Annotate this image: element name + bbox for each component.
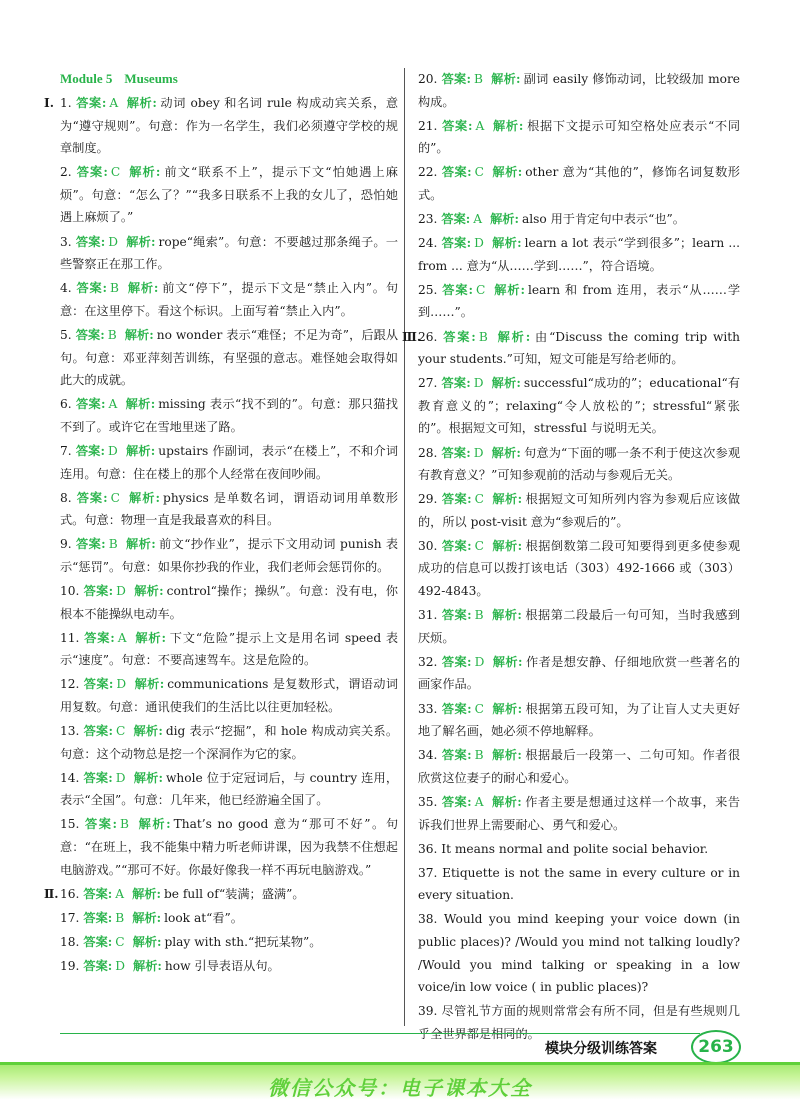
answer-item-23: 23. 答案: A 解析: also 用于肯定句中表示“也”。 bbox=[418, 212, 685, 227]
section-mark-3: Ⅲ. bbox=[402, 329, 422, 344]
answer-item-29: 29. 答案: C 解析: 根据短文可知所列内容为参观后应该做的，所以 post-visit 意为“参观后的”。 bbox=[418, 492, 741, 529]
answer-item-38: 38. Would you mind keeping your voice down (in public places)? /Would you mind not talking loudly? /Would you mind talking or speaking in a low voice/in low voice ( in public places)? bbox=[418, 912, 740, 995]
answer-item-21: 21. 答案: A 解析: 根据下文提示可知空格处应表示“不同的”。 bbox=[418, 118, 741, 156]
answer-item-35: 35. 答案: A 解析: 作者主要是想通过这样一个故事，来告诉我们世界上需要耐心、勇气和爱心。 bbox=[418, 794, 741, 832]
answer-item-19: 19. 答案: D 解析: how 引导表语从句。 bbox=[60, 958, 280, 973]
answer-item-8: 8. 答案: C 解析: physics 是单数名词，谓语动词用单数形式。句意：物理一直是我最喜欢的科目。 bbox=[60, 490, 398, 528]
section-mark-2: Ⅱ. bbox=[44, 886, 59, 901]
answer-item-16: Ⅱ. 16. 答案: A 解析: be full of“装满；盛满”。 bbox=[60, 883, 398, 906]
left-column bbox=[44, 68, 399, 979]
answer-item-1: Ⅰ. 1. 答案: A 解析: 动词 obey 和名词 rule 构成动宾关系，意为“遵守规则”。句意：作为一名学生，我们必须遵守学校的规章制度。 bbox=[60, 92, 398, 160]
answer-item-4: 4. 答案: B 解析: 前文“停下”，提示下文是“禁止入内”。句意：在这里停下。看这个标识。上面写着“禁止入内”。 bbox=[60, 281, 399, 318]
answer-item-20: 20. 答案: B 解析: 副词 easily 修饰动词，比较级加 more 构成。 bbox=[418, 72, 741, 109]
answer-item-2: 2. 答案: C 解析: 前文“联系不上”，提示下文“怕她遇上麻烦”。句意：“怎么了？”“我多日联系不上我的女儿了，恐怕她遇上麻烦了。” bbox=[60, 165, 398, 225]
module-title bbox=[60, 68, 398, 92]
answer-item-36: 36. It means normal and polite social behavior. bbox=[418, 841, 709, 856]
answer-item-9: 9. 答案: B 解析: 前文“抄作业”，提示下文用动词 punish 表示“惩罚”。句意：如果你抄我的作业，我们老师会惩罚你的。 bbox=[60, 537, 399, 574]
answer-item-5: 5. 答案: B 解析: no wonder 表示“难怪；不足为奇”，后跟从句。句意：邓亚萍刻苦训练，有坚强的意志。难怪她会取得如此大的成就。 bbox=[60, 327, 399, 388]
answer-item-12: 12. 答案: D 解析: communications 是复数形式，谓语动词用复数。句意：通讯使我们的生活比以往更加轻松。 bbox=[60, 677, 399, 714]
column-divider bbox=[404, 68, 405, 1026]
answer-item-27: 27. 答案: D 解析: successful“成功的”；educational“有教育意义的”；relaxing“令人放松的”；stressful“紧张的”。根据短文可知，stressful 与说明无关。 bbox=[418, 376, 741, 436]
answer-item-10: 10. 答案: D 解析: control“操作；操纵”。句意：没有电，你根本不能操纵电动车。 bbox=[60, 583, 398, 621]
answer-item-13: 13. 答案: C 解析: dig 表示“挖掘”，和 hole 构成动宾关系。句意：这个动物总是挖一个深洞作为它的家。 bbox=[60, 724, 399, 761]
answer-item-3: 3. 答案: D 解析: rope“绳索”。句意：不要越过那条绳子。一些警察正在那工作。 bbox=[60, 234, 399, 272]
answer-item-15: 15. 答案: B 解析: That’s no good 意为“那可不好”。句意：“在班上，我不能集中精力听老师讲课，因为我禁不住想起电脑游戏。”“那可不好。你最好像我一样不再玩电脑游戏。” bbox=[60, 817, 399, 877]
answer-item-22: 22. 答案: C 解析: other 意为“其他的”，修饰名词复数形式。 bbox=[418, 165, 740, 202]
answer-item-17: 17. 答案: B 解析: look at“看”。 bbox=[60, 910, 243, 925]
module-label: Module 5 bbox=[60, 71, 113, 86]
footer-band-line bbox=[0, 1062, 800, 1065]
watermark-text: 微信公众号：电子课本大全 bbox=[268, 1076, 532, 1100]
answer-item-7: 7. 答案: D 解析: upstairs 作副词，表示“在楼上”，不和介词连用。句意：住在楼上的那个人经常在夜间吵闹。 bbox=[60, 443, 399, 481]
answer-item-18: 18. 答案: C 解析: play with sth.“把玩某物”。 bbox=[60, 934, 322, 949]
footer-divider bbox=[60, 1033, 700, 1034]
footer-title: 模块分级训练答案 bbox=[545, 1041, 657, 1057]
answer-item-37: 37. Etiquette is not the same in every culture or in every situation. bbox=[418, 865, 740, 903]
answer-item-26: Ⅲ. 26. 答案: B 解析: 由“Discuss the coming trip with your students.”可知，短文可能是写给老师的。 bbox=[418, 326, 740, 371]
answer-item-28: 28. 答案: D 解析: 句意为“下面的哪一条不利于使这次参观有教育意义？”可知参观前的活动与参观后无关。 bbox=[418, 445, 741, 483]
answer-item-6: 6. 答案: A 解析: missing 表示“找不到的”。句意：那只猫找不到了。或许它在雪地里迷了路。 bbox=[60, 397, 398, 434]
answer-item-11: 11. 答案: A 解析: 下文“危险”提示上文是用名词 speed 表示“速度”。句意：不要高速驾车。这是危险的。 bbox=[60, 630, 399, 668]
answer-item-31: 31. 答案: B 解析: 根据第二段最后一句可知，当时我感到厌烦。 bbox=[418, 608, 741, 645]
answer-item-33: 33. 答案: C 解析: 根据第五段可知，为了让盲人丈夫更好地了解名画，她必须不停地解释。 bbox=[418, 701, 741, 739]
page-number-badge: 263 bbox=[691, 1030, 741, 1064]
module-name: Museums bbox=[124, 71, 178, 86]
right-column bbox=[402, 68, 741, 1047]
answer-item-30: 30. 答案: C 解析: 根据倒数第二段可知要得到更多使参观成功的信息可以拨打该电话（303）492-1666 或（303）492-4843。 bbox=[418, 538, 741, 599]
section-mark-1: Ⅰ. bbox=[44, 96, 54, 110]
answer-item-32: 32. 答案: D 解析: 作者是想安静、仔细地欣赏一些著名的画家作品。 bbox=[418, 654, 741, 692]
answer-item-24: 24. 答案: D 解析: learn a lot 表示“学到很多”；learn ... from ... 意为“从……学到……”，符合语境。 bbox=[418, 236, 740, 273]
answer-item-39: 39. 尽管礼节方面的规则常常会有所不同，但是有些规则几 bbox=[418, 1004, 740, 1019]
answer-item-34: 34. 答案: B 解析: 根据最后一段第一、二句可知。作者很欣赏这位妻子的耐心和爱心。 bbox=[418, 748, 741, 785]
answer-item-14: 14. 答案: D 解析: whole 位于定冠词后，与 country 连用，表示“全国”。句意：几年来，他已经游遍全国了。 bbox=[60, 770, 399, 808]
answer-item-25: 25. 答案: C 解析: learn 和 from 连用，表示“从……学到……”。 bbox=[418, 282, 741, 320]
